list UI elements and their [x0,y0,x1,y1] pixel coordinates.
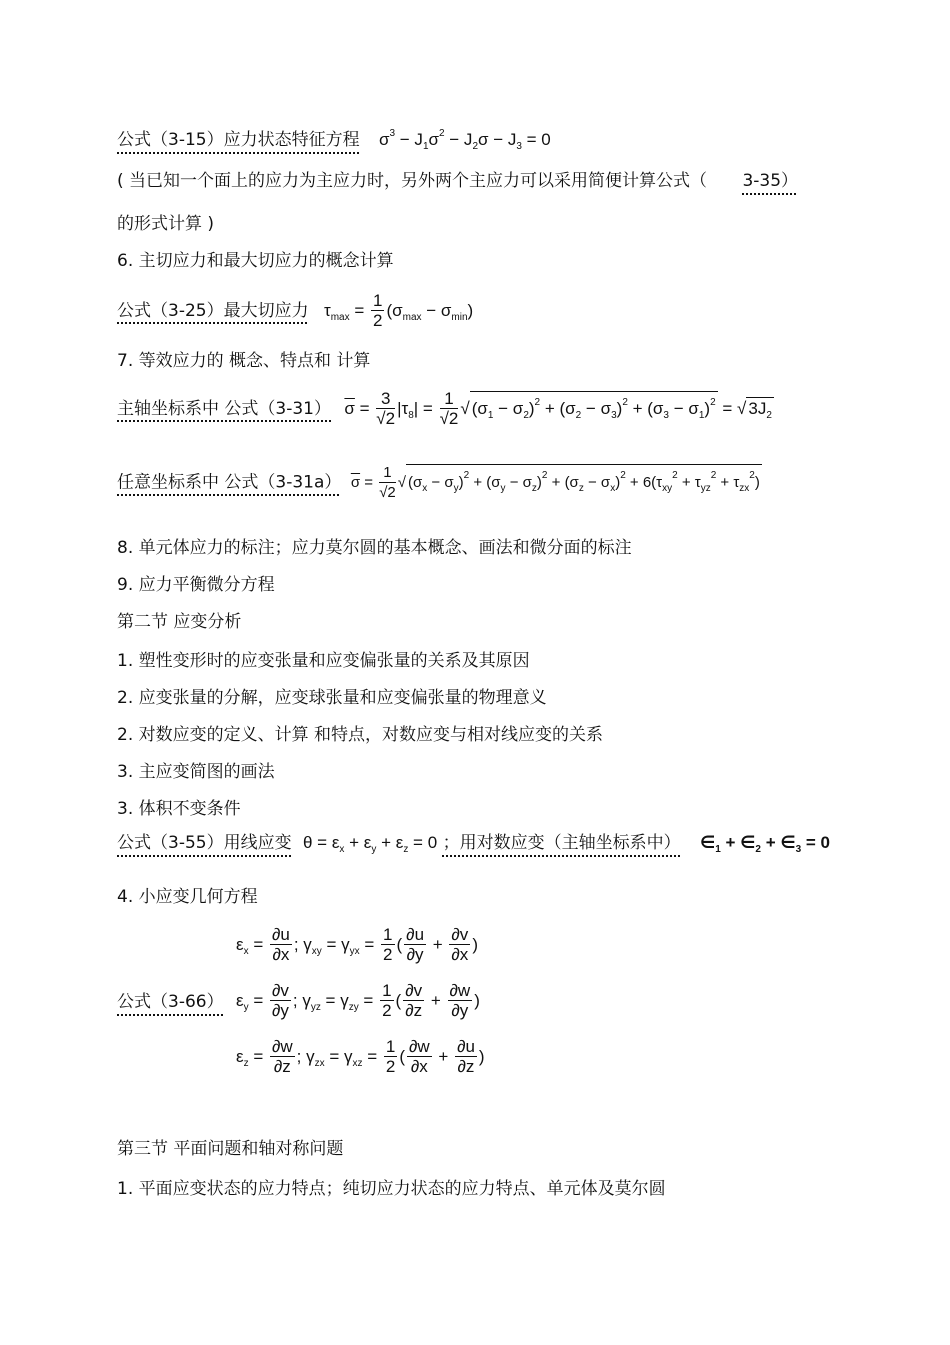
geometric-equation-y: $\varepsilon_y$ = $\frac{\partial v}{\partial y}$ ; $\gamma_{yz} = \gamma_{zy}$ = $\frac{1}{2}$ ( $\frac{\partial v}{\partial z}$ + $\frac{\partial w}{\partial y}$ ) [236,981,480,1020]
strain-item-3: 3. 主应变简图的画法 [117,762,275,782]
section-3-heading: 第三节 平面问题和轴对称问题 [117,1139,344,1159]
formula-label: 公式（3-66） [117,992,224,1012]
formula-3-31-line [117,390,774,429]
strain-item-1: 1. 塑性变形时的应变张量和应变偏张量的关系及其原因 [117,651,530,671]
note-text: ( 当已知一个面上的应力为主应力时，另外两个主应力可以采用简便计算公式（ [117,171,708,191]
log-strain-label: ；用对数应变（主轴坐标系中） [442,833,681,853]
formula-3-55-line [117,832,830,861]
characteristic-equation: $\sigma^3 - J_1\sigma^2 - J_2\sigma - J_3 = 0$ [379,128,551,152]
equivalent-stress-arbitrary: $\overline{\sigma}$ = $\frac{1}{√2}$ √ $(\sigma_x - \sigma_y)^2 + (\sigma_y - \sigma_z)^2 + (\sigma_z - \sigma_x)^2 + 6(\tau_{xy}^2 + \tau_{yz}^2 + \tau_{zx}^2)$ [350,464,760,501]
volume-constancy-log: $\in_1$ + $\in_2$ + $\in_3 = 0$ [699,833,831,855]
formula-label: 主轴坐标系中 公式（3-31） [117,398,331,419]
volume-constancy-linear: $\theta = \varepsilon_x + \varepsilon_y + \varepsilon_z = 0$ [303,833,438,855]
formula-3-31a-line [117,464,762,503]
note-line [117,170,798,192]
strain-item-2: 2. 应变张量的分解，应变球张量和应变偏张量的物理意义 [117,688,547,708]
equivalent-stress-principal: $\overline{\sigma}$ = $\frac{3}{√2}$ $|\tau_8|$ = $\frac{1}{√2}$ √ $(\sigma_1 - \sigma_2)^2 + (\sigma_2 - \sigma_3)^2 + (\sigma_3 - \sigma_1)^2$ = √ $3J_2$ [344,389,772,428]
max-shear-formula: $\tau_{max}$ = $\frac{1}{2}$ $(\sigma_{max} - \sigma_{min})$ [324,291,474,330]
formula-label: 公式（3-55）用线应变 [117,833,292,853]
formula-3-15-line [117,123,551,158]
item-6: 6. 主切应力和最大切应力的概念计算 [117,251,394,271]
note-line-2: 的形式计算 ) [117,214,215,234]
item-7: 7. 等效应力的 概念、特点和 计算 [117,351,371,371]
formula-label: 公式（3-15）应力状态特征方程 [117,130,360,150]
plane-item-1: 1. 平面应变状态的应力特点；纯切应力状态的应力特点、单元体及莫尔圆 [117,1179,666,1199]
geometric-equation-z: $\varepsilon_z$ = $\frac{\partial w}{\partial z}$ ; $\gamma_{zx} = \gamma_{xz}$ = $\frac{1}{2}$ ( $\frac{\partial w}{\partial x}$ + $\frac{\partial u}{\partial z}$ ) [236,1037,485,1076]
formula-label: 任意坐标系中 公式（3-31a） [117,472,342,493]
strain-item-2b: 2. 对数应变的定义、计算 和特点，对数应变与相对线应变的关系 [117,725,604,745]
note-formula-ref: 3-35） [742,171,799,191]
strain-item-3b: 3. 体积不变条件 [117,799,241,819]
item-9: 9. 应力平衡微分方程 [117,575,275,595]
strain-item-4: 4. 小应变几何方程 [117,887,258,907]
geometric-equation-x: $\varepsilon_x$ = $\frac{\partial u}{\partial x}$ ; $\gamma_{xy} = \gamma_{yx}$ = $\frac{1}{2}$ ( $\frac{\partial u}{\partial y}$ + $\frac{\partial v}{\partial x}$ ) [236,925,478,964]
item-8: 8. 单元体应力的标注；应力莫尔圆的基本概念、画法和微分面的标注 [117,538,632,558]
section-2-heading: 第二节 应变分析 [117,612,242,632]
formula-3-25-line [117,292,473,331]
formula-label: 公式（3-25）最大切应力 [117,300,309,321]
formula-3-66-label [117,991,224,1013]
